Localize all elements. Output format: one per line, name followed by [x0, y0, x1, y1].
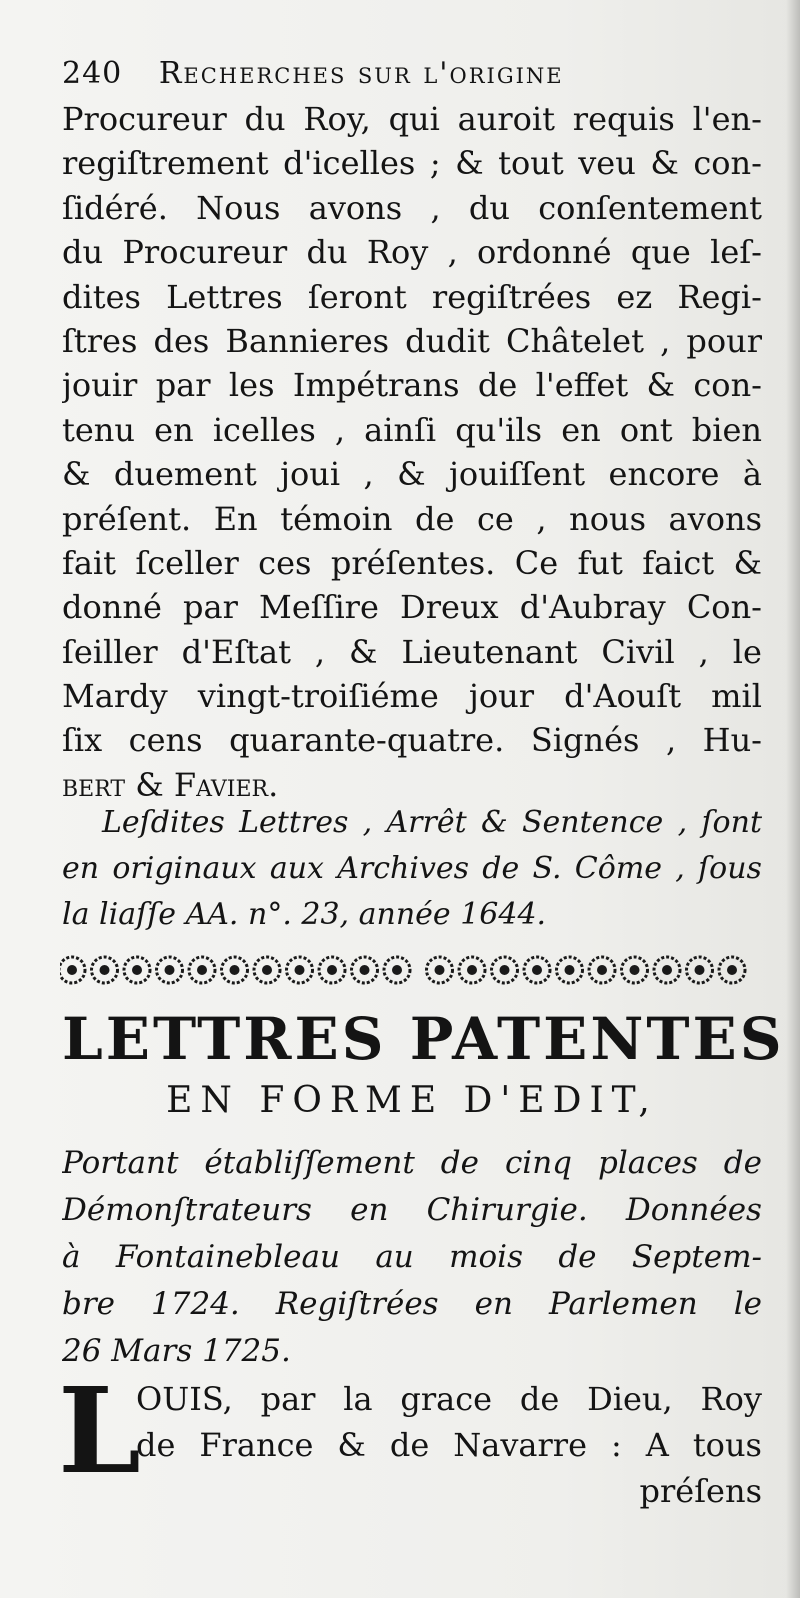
body-last-line: bert & Favier. [62, 765, 279, 804]
drop-cap: L [58, 1361, 141, 1500]
rosette-ornament [687, 957, 713, 983]
rosette-ornament [124, 957, 150, 983]
description-line: Démonſtrateurs en Chirurgie. Données [62, 1192, 762, 1228]
opening-line: de France & de Navarre : A tous [136, 1426, 762, 1464]
section-title: LETTRES PATENTES [62, 1005, 785, 1073]
ornamental-divider [60, 950, 760, 990]
body-line: regiſtrement d'icelles ; & tout veu & con- [62, 144, 762, 183]
body-line: ſeiller d'Eſtat , & Lieutenant Civil , le [62, 632, 762, 671]
body-line: fait ſceller ces préſentes. Ce fut faict & [62, 543, 762, 582]
rosette-ornament [352, 957, 378, 983]
rosette-ornament [459, 957, 485, 983]
note-line: la liaſſe AA. n°. 23, année 1644. [62, 897, 547, 932]
description-line: bre 1724. Regiſtrées en Parlemen le [62, 1286, 762, 1322]
description-line: Portant établiſſement de cinq places de [62, 1145, 762, 1181]
rosette-ornament [719, 957, 745, 983]
rosette-ornament [189, 957, 215, 983]
rosette-ornament [492, 957, 518, 983]
body-line: du Procureur du Roy , ordonné que leſ- [62, 233, 762, 272]
body-line: & duement joui , & jouiſſent encore à [62, 455, 762, 494]
opening-line: OUIS, par la grace de Dieu, Roy [136, 1380, 762, 1418]
section-subtitle: EN FORME D'EDIT, [166, 1080, 658, 1121]
rosette-ornament [222, 957, 248, 983]
rosette-ornament [654, 957, 680, 983]
rosette-ornament [157, 957, 183, 983]
section-description [62, 1145, 762, 1380]
body-line: préſent. En témoin de ce , nous avons [62, 499, 762, 538]
rosette-ornament [287, 957, 313, 983]
archive-note [62, 805, 762, 943]
rosette-ornament [384, 957, 410, 983]
page-number: 240 [62, 56, 123, 91]
body-text [62, 100, 762, 810]
catchword: préſens [639, 1472, 762, 1510]
note-line: en originaux aux Archives de S. Côme , ſous [62, 851, 762, 886]
rosette-ornament [60, 957, 85, 983]
description-line: à Fontainebleau au mois de Septem- [62, 1239, 762, 1275]
rosette-ornament [92, 957, 118, 983]
running-title: Recherches sur l'origine [158, 56, 564, 91]
body-line: dites Lettres ſeront regiſtrées ez Regi- [62, 277, 762, 316]
body-line: Procureur du Roy, qui auroit requis l'en- [62, 100, 762, 138]
running-header [62, 56, 762, 91]
rosette-ornament [319, 957, 345, 983]
rosette-ornament [622, 957, 648, 983]
rosette-ornament [524, 957, 550, 983]
body-line: jouir par les Impétrans de l'effet & con- [62, 366, 762, 405]
description-last-line: 26 Mars 1725. [62, 1333, 291, 1369]
body-line: tenu en icelles , ainſi qu'ils en ont bien [62, 410, 762, 449]
body-line: Mardy vingt-troiſiéme jour d'Aouſt mil [62, 677, 762, 716]
rosette-ornament [557, 957, 583, 983]
body-line: donné par Meſſire Dreux d'Aubray Con- [62, 588, 762, 627]
note-line: Leſdites Lettres , Arrêt & Sentence , ſont [102, 805, 762, 840]
rosette-ornament [427, 957, 453, 983]
opening-paragraph [58, 1361, 768, 1530]
rosette-ornament [589, 957, 615, 983]
body-line: ſtres des Bannieres dudit Châtelet , pour [62, 321, 762, 360]
body-line: ſix cens quarante-quatre. Signés , Hu- [62, 721, 762, 760]
body-line: ſidéré. Nous avons , du conſentement [62, 188, 762, 227]
rosette-ornament [254, 957, 280, 983]
